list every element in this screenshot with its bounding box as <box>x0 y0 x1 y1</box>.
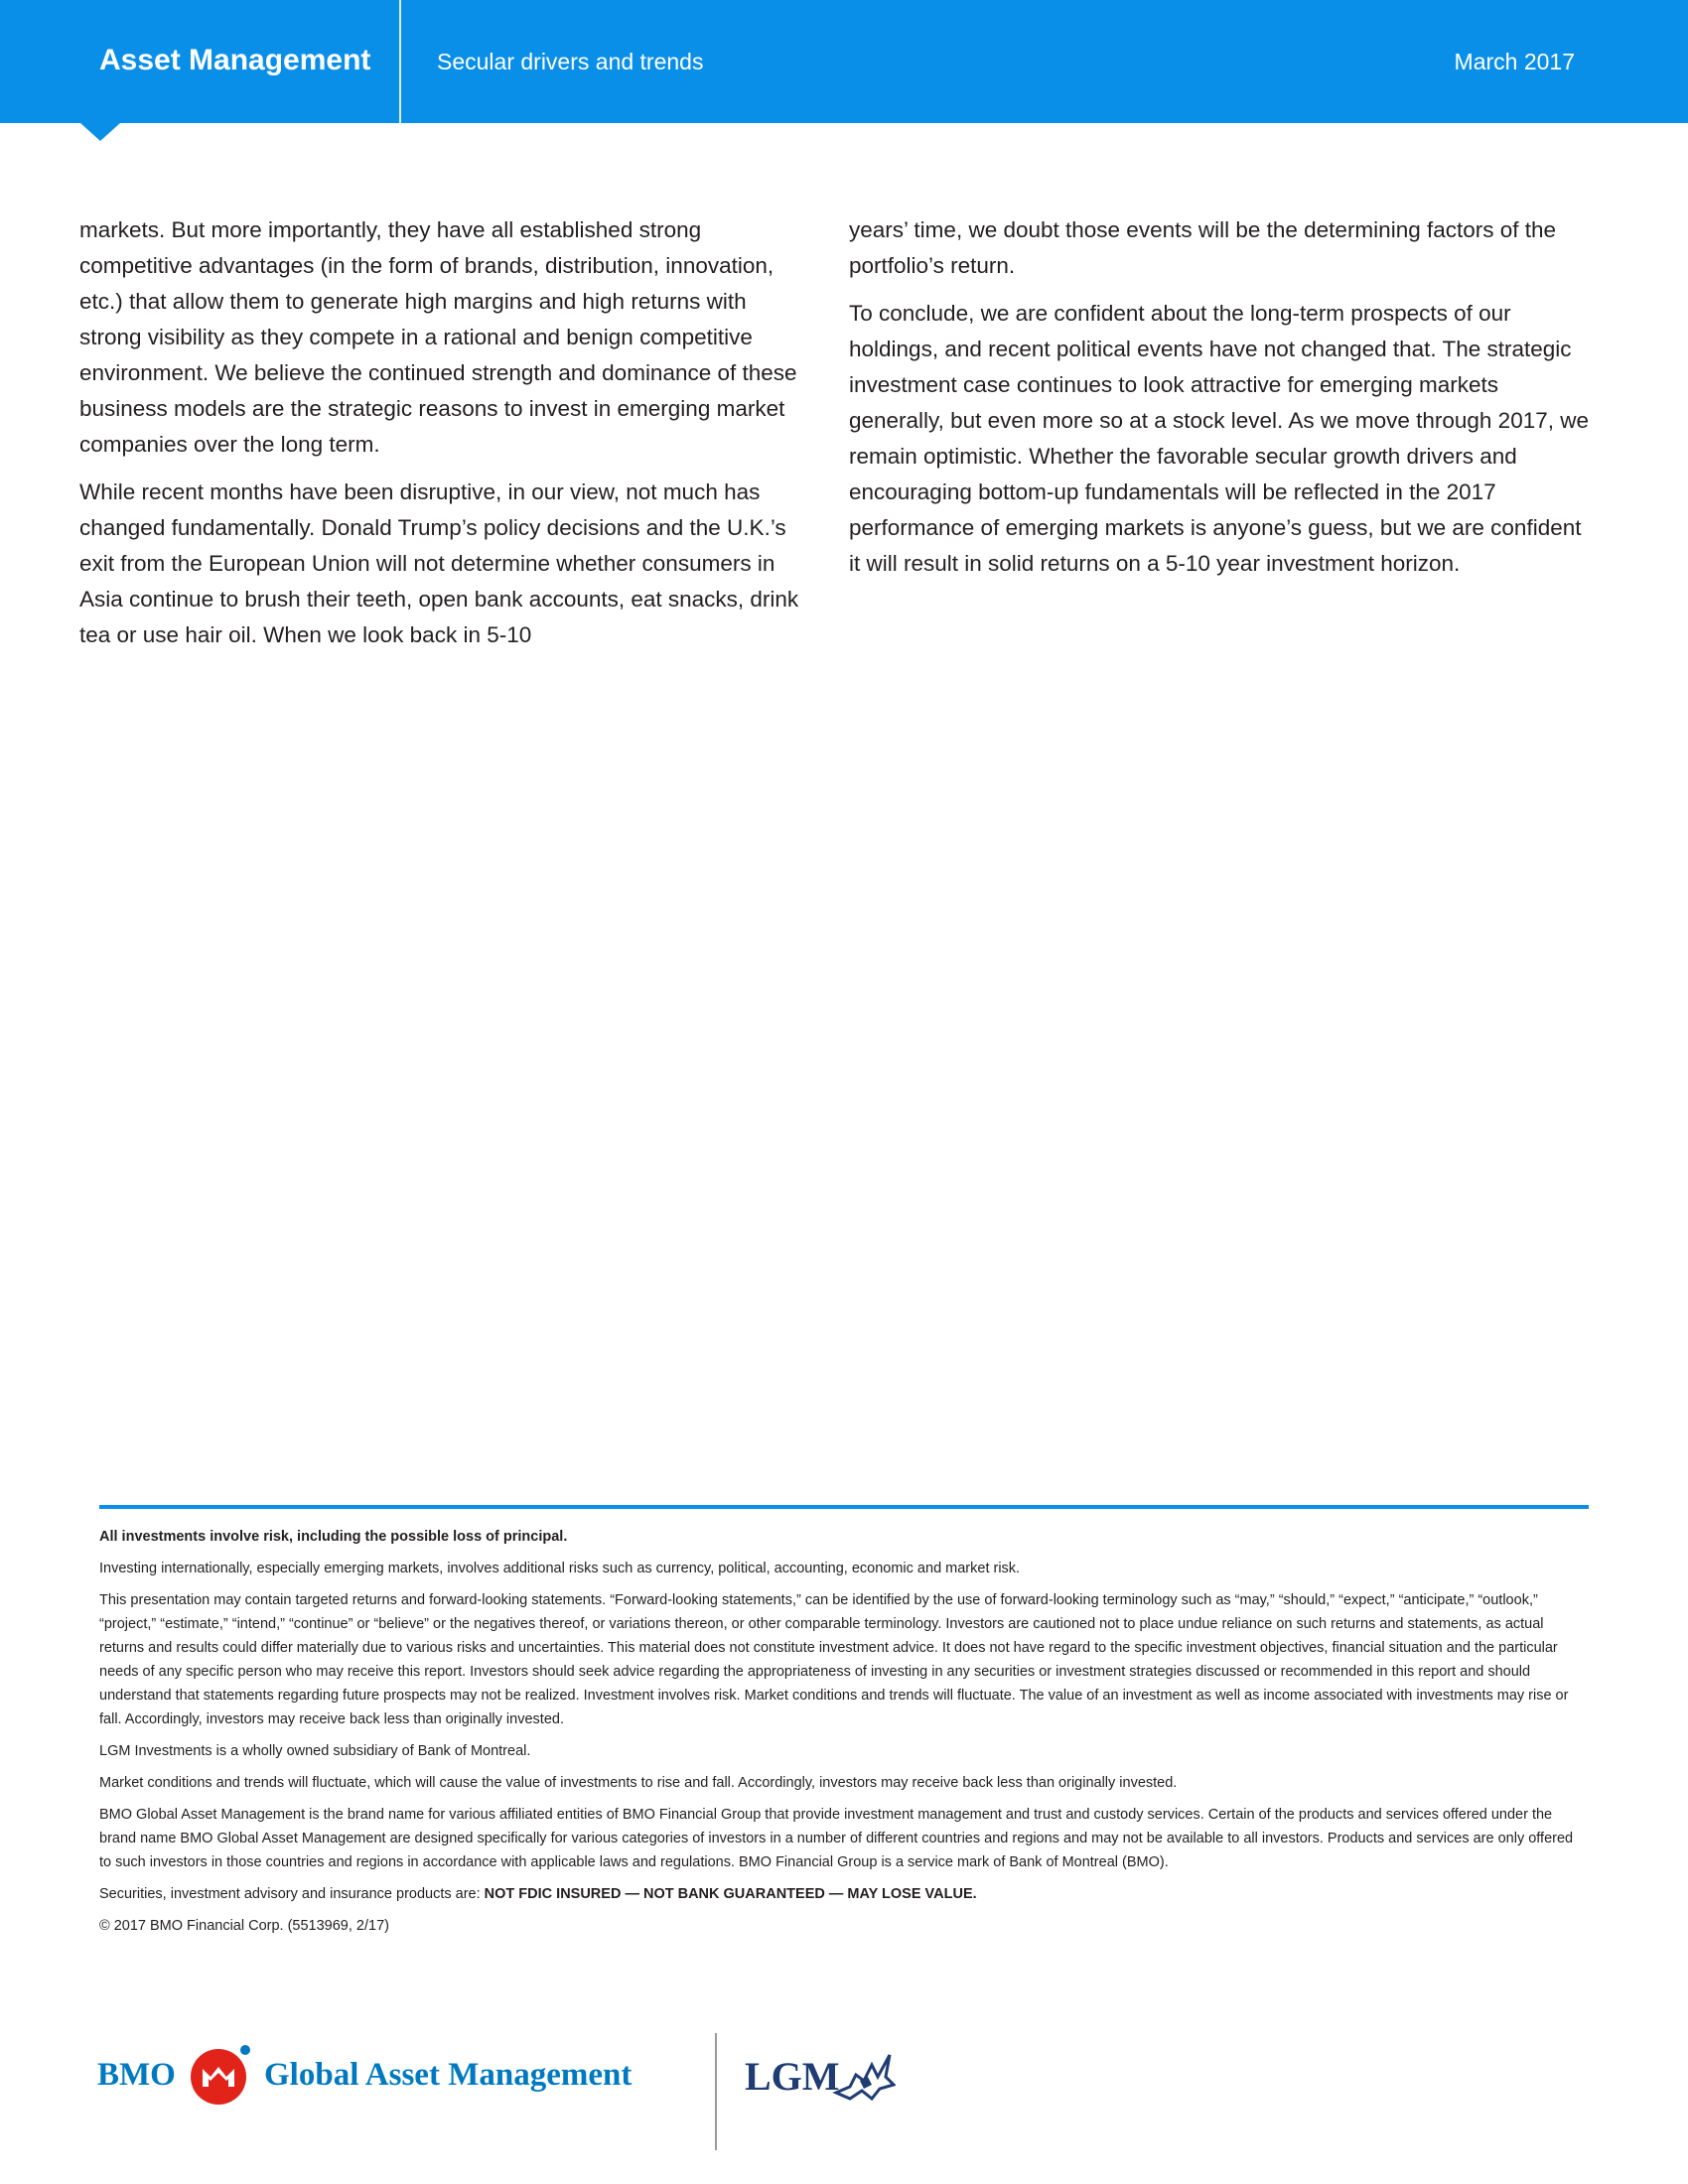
securities-warning: NOT FDIC INSURED — NOT BANK GUARANTEED — MAY LOSE VALUE. <box>484 1886 977 1902</box>
logo-divider <box>715 2033 717 2150</box>
securities-prefix: Securities, investment advisory and insurance products are: <box>99 1886 485 1902</box>
body-paragraph: years’ time, we doubt those events will be the determining factors of the portfolio’s return. <box>849 217 1557 278</box>
securities-line <box>99 1882 1589 1906</box>
lgm-logo-text: LGM <box>745 2054 840 2099</box>
disclaimer-paragraph: BMO Global Asset Management is the brand name for various affiliated entities of BMO Financial Group that provide investment management and trust and custody services. Certain of the products and services offered under the brand name BMO Global Asset Management are designed specifically for various categories of investors in a number of different countries and regions and may not be available to all investors. Products and services are only offered to such investors in those countries and regions in accordance with applicable laws and regulations. BMO Financial Group is a service mark of Bank of Montreal (BMO). <box>99 1807 1574 1870</box>
body-paragraph: To conclude, we are confident about the long-term prospects of our holdings, and recent political events have not changed that. The strategic investment case continues to look attractive for emerging markets generally, but even more so at a stock level. As we move through 2017, we remain optimistic. Whether the favorable secular growth drivers and encouraging bottom-up fundamentals will be reflected in the 2017 performance of emerging markets is anyone’s guess, but we are confident it will result in solid returns on a 5-10 year investment horizon. <box>849 301 1589 576</box>
copyright: © 2017 BMO Financial Corp. (5513969, 2/17) <box>99 1918 389 1934</box>
right-column <box>849 212 1589 594</box>
header-divider <box>399 0 401 123</box>
footer-logos <box>97 2033 991 2152</box>
disclaimer <box>99 1505 1589 1946</box>
header-bar <box>0 0 1688 123</box>
body-paragraph: While recent months have been disruptive, in our view, not much has changed fundamentally. Donald Trump’s policy decisions and the U.K.’s exit from the European Union will not determine whether consumers in Asia continue to brush their teeth, open bank accounts, eat snacks, drink tea or use hair oil. When we look back in 5-10 <box>79 479 799 647</box>
header-notch <box>80 123 120 141</box>
left-column <box>79 212 804 665</box>
disclaimer-paragraph: LGM Investments is a wholly owned subsidiary of Bank of Montreal. <box>99 1743 531 1759</box>
bmo-logo-text: BMO <box>97 2057 176 2093</box>
gam-logo-text: Global Asset Management <box>264 2057 633 2093</box>
header-subtitle: Secular drivers and trends <box>437 49 704 74</box>
header-date: March 2017 <box>1454 49 1575 74</box>
disclaimer-headline: All investments involve risk, including the possible loss of principal. <box>99 1529 568 1545</box>
body-paragraph: markets. But more importantly, they have all established strong competitive advantages (in the form of brands, distribution, innovation, etc.) that allow them to generate high margins and high returns with strong visibility as they compete in a rational and benign competitive environment. We believe the continued strength and dominance of these business models are the strategic reasons to invest in emerging market companies over the long term. <box>79 217 797 457</box>
lgm-crest-icon <box>832 2047 896 2103</box>
disclaimer-paragraph: This presentation may contain targeted returns and forward-looking statements. “Forward-looking statements,” can be identified by the use of forward-looking terminology such as “may,” “should,” “expect,” “anticipate,” “outlook,” “project,” “estimate,” “intend,” “continue” or “believe” or the negatives thereof, or variations thereon, or other comparable terminology. Investors are cautioned not to place undue reliance on such returns and statements, as actual returns and results could differ materially due to various risks and uncertainties. This material does not constitute investment advice. It does not have regard to the specific investment objectives, financial situation and the particular needs of any specific person who may receive this report. Investors should seek advice regarding the appropriateness of investing in any securities or investment strategies discussed or recommended in this report and should understand that statements regarding future prospects may not be realized. Investment involves risk. Market conditions and trends will fluctuate. The value of an investment as well as income associated with investments may rise or fall. Accordingly, investors may receive back less than originally invested. <box>99 1592 1569 1727</box>
bmo-roundel-icon <box>189 2043 252 2107</box>
disclaimer-paragraph: Market conditions and trends will fluctuate, which will cause the value of investments to rise and fall. Accordingly, investors may receive back less than originally invested. <box>99 1775 1178 1791</box>
disclaimer-paragraph: Investing internationally, especially emerging markets, involves additional risks such as currency, political, accounting, economic and market risk. <box>99 1561 1021 1576</box>
brand-title: Asset Management <box>99 44 371 76</box>
